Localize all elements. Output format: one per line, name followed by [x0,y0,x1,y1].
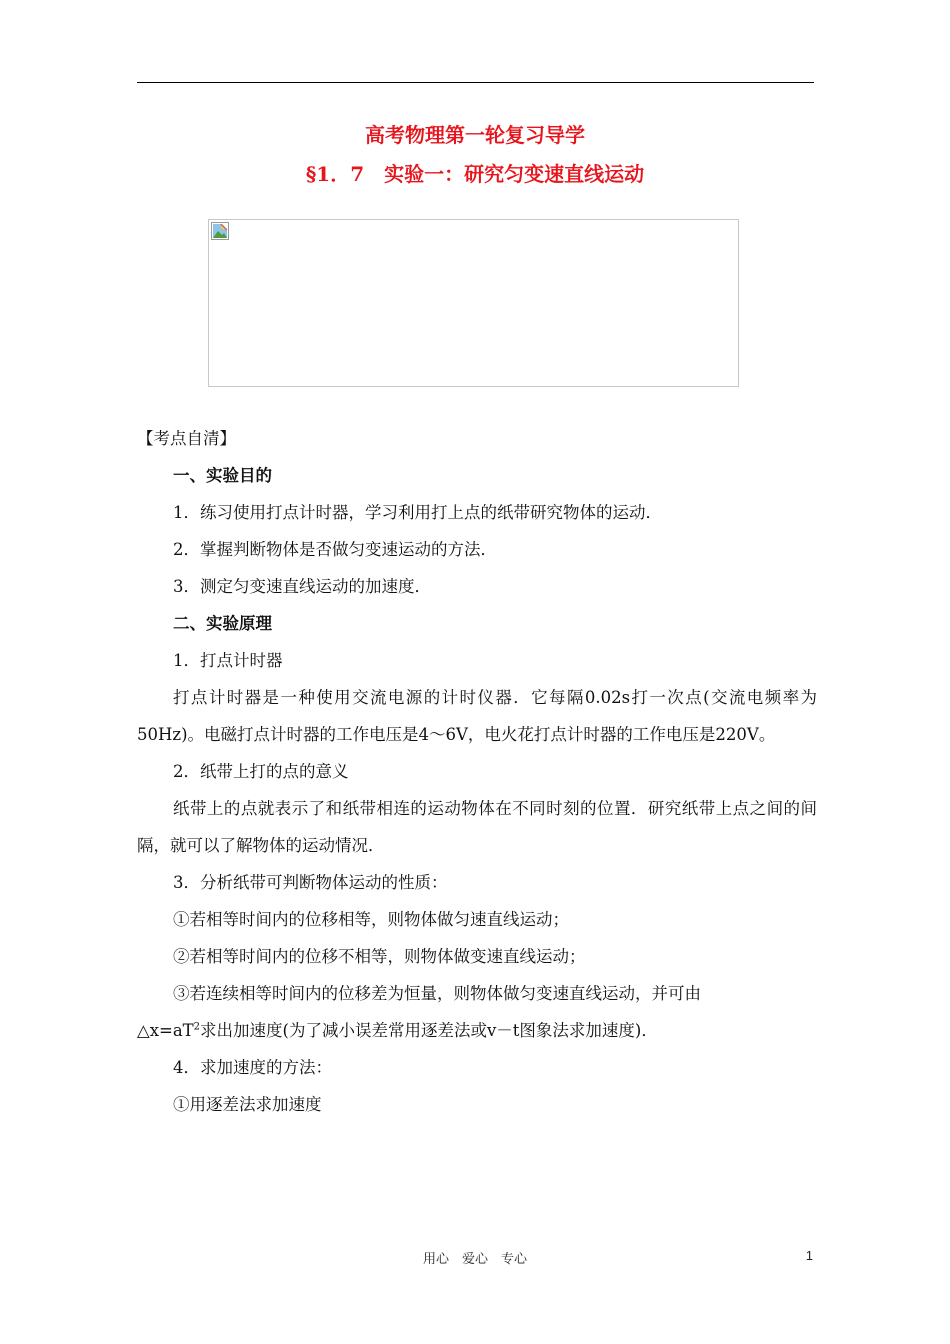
principle-3-item-3: ③若连续相等时间内的位移差为恒量，则物体做匀变速直线运动，并可由 [173,984,701,1003]
principle-1-body: 打点计时器是一种使用交流电源的计时仪器．它每隔0.02s打一次点(交流电频率为50Hz)。电磁打点计时器的工作电压是4～6V，电火花打点计时器的工作电压是220V。 [137,688,817,744]
principle-4-title: 4．求加速度的方法： [173,1058,332,1077]
purpose-item-2: 2．掌握判断物体是否做匀变速运动的方法． [173,540,497,559]
principle-3-item-3-continued [137,1012,817,1049]
document-title: 高考物理第一轮复习导学 [365,123,585,147]
page-number: 1 [805,1248,813,1263]
principle-2-title: 2．纸带上打的点的意义 [173,762,349,781]
footer-motto: 用心 爱心 专心 [422,1252,527,1267]
principle-1-title: 1．打点计时器 [173,651,283,670]
document-subtitle: §1．7 实验一：研究匀变速直线运动 [305,162,645,186]
principle-4-item-1: ①用逐差法求加速度 [173,1095,322,1114]
purpose-item-1: 1．练习使用打点计时器，学习利用打上点的纸带研究物体的运动． [173,503,662,522]
document-body [137,420,817,1123]
formula-text: 求出加速度(为了减小误差常用逐差法或v－t图象法求加速度)． [200,1021,658,1040]
formula: △x=aT [137,1021,194,1040]
broken-image-icon [211,222,229,240]
heading-principle: 二、实验原理 [173,614,272,633]
image-placeholder [208,219,739,387]
purpose-item-3: 3．测定匀变速直线运动的加速度． [173,577,431,596]
section-tag: 【考点自清】 [137,429,236,448]
principle-3-title: 3．分析纸带可判断物体运动的性质： [173,873,448,892]
header-rule [137,82,814,83]
principle-3-item-2: ②若相等时间内的位移不相等，则物体做变速直线运动； [173,947,586,966]
formula-exponent: 2 [193,1021,201,1033]
heading-purpose: 一、实验目的 [173,466,272,485]
principle-3-item-1: ①若相等时间内的位移相等，则物体做匀速直线运动； [173,910,569,929]
principle-2-body: 纸带上的点就表示了和纸带相连的运动物体在不同时刻的位置．研究纸带上点之间的间隔，就可以了解物体的运动情况． [137,799,817,855]
